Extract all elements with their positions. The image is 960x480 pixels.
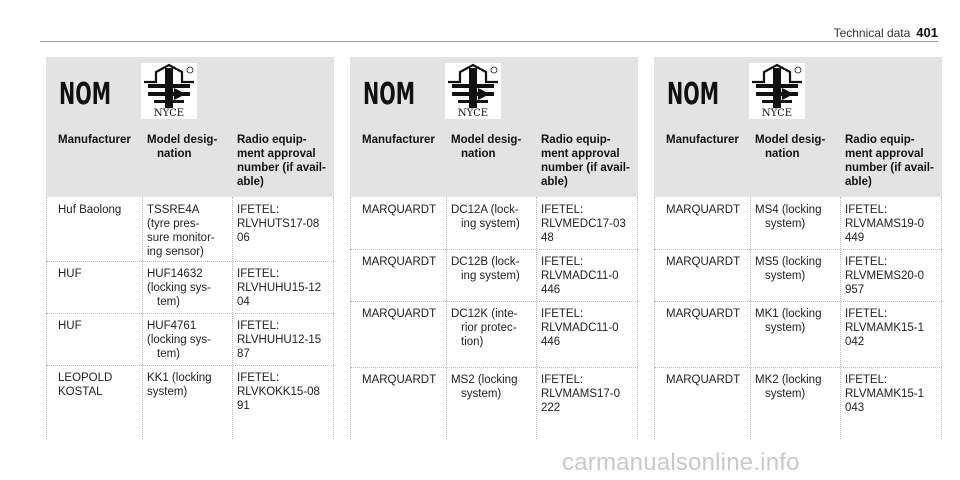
cell-model-designation: MS4 (locking system)	[755, 204, 822, 230]
header-radio-approval: Radio equip- ment approval number (if avail- able)	[845, 134, 934, 188]
approval-table-column	[654, 57, 942, 439]
cell-radio-approval: IFETEL: RLVMAMS17-0 222	[541, 374, 621, 414]
cell-radio-approval: IFETEL: RLVHUHU15-12 04	[237, 268, 322, 308]
header-radio-approval: Radio equip- ment approval number (if avail- able)	[237, 134, 326, 188]
cell-model-designation: DC12A (lock- ing system)	[451, 204, 520, 230]
row-separator	[350, 249, 638, 250]
cell-radio-approval: IFETEL: RLVMADC11-0 446	[541, 256, 619, 296]
svg-text:NOM: NOM	[59, 77, 111, 112]
cell-radio-approval: IFETEL: RLVMEDC17-03 48	[541, 204, 626, 244]
header-text	[834, 26, 938, 40]
certification-logos	[58, 65, 198, 117]
column-divider	[536, 197, 537, 439]
table-header-area	[46, 57, 334, 197]
nom-logo-icon	[58, 70, 112, 112]
nom-logo-icon	[362, 70, 416, 112]
page-header	[40, 26, 938, 42]
header-model-designation: Model desig- nation	[147, 134, 218, 160]
cell-manufacturer: MARQUARDT	[362, 308, 437, 320]
column-divider	[46, 197, 47, 439]
cell-radio-approval: IFETEL: RLVHUHU12-15 87	[237, 320, 322, 360]
page-number: 401	[916, 25, 938, 40]
cell-model-designation: MK1 (locking system)	[755, 308, 822, 334]
cell-manufacturer: MARQUARDT	[362, 256, 437, 268]
cell-model-designation: KK1 (locking system)	[147, 372, 212, 398]
column-divider	[142, 197, 143, 439]
svg-text:NOM: NOM	[667, 77, 719, 112]
cell-model-designation: TSSRE4A (tyre pres- sure monitor- ing sensor)	[147, 204, 215, 258]
cell-manufacturer: MARQUARDT	[666, 308, 741, 320]
row-separator	[46, 261, 334, 262]
cell-radio-approval: IFETEL: RLVMEMS20-0 957	[845, 256, 925, 296]
cell-radio-approval: IFETEL: RLVMADC11-0 446	[541, 308, 619, 348]
header-manufacturer: Manufacturer	[362, 134, 435, 146]
approval-table-column	[46, 57, 334, 439]
row-separator	[654, 249, 942, 250]
column-divider	[232, 197, 233, 439]
cell-radio-approval: IFETEL: RLVHUTS17-08 06	[237, 204, 320, 244]
cell-model-designation: MK2 (locking system)	[755, 374, 822, 400]
column-divider	[333, 197, 334, 439]
column-divider	[350, 197, 351, 439]
header-manufacturer: Manufacturer	[58, 134, 131, 146]
row-separator	[654, 367, 942, 368]
cell-model-designation: HUF4761 (locking sys- tem)	[147, 320, 211, 360]
section-name: Technical data	[833, 26, 911, 40]
header-model-designation: Model desig- nation	[755, 134, 826, 160]
svg-text:NYCE: NYCE	[153, 108, 185, 119]
cell-radio-approval: IFETEL: RLVKOKK15-08 91	[237, 372, 320, 412]
column-divider	[750, 197, 751, 439]
nom-logo-icon	[666, 70, 720, 112]
row-separator	[46, 313, 334, 314]
column-divider	[941, 197, 942, 439]
certification-logos	[666, 65, 806, 117]
cell-radio-approval: IFETEL: RLVMAMS19-0 449	[845, 204, 925, 244]
cell-manufacturer: MARQUARDT	[362, 204, 437, 216]
cell-manufacturer: MARQUARDT	[666, 256, 741, 268]
header-radio-approval: Radio equip- ment approval number (if avail- able)	[541, 134, 630, 188]
row-separator	[46, 365, 334, 366]
cell-manufacturer: HUF	[58, 320, 82, 332]
cell-manufacturer: MARQUARDT	[362, 374, 437, 386]
cell-model-designation: MS5 (locking system)	[755, 256, 822, 282]
header-model-designation: Model desig- nation	[451, 134, 522, 160]
column-divider	[637, 197, 638, 439]
cell-manufacturer: MARQUARDT	[666, 374, 741, 386]
cell-manufacturer: LEOPOLD KOSTAL	[58, 372, 113, 398]
cell-radio-approval: IFETEL: RLVMAMK15-1 042	[845, 308, 925, 348]
column-divider	[840, 197, 841, 439]
cell-manufacturer: Huf Baolong	[58, 204, 122, 216]
approval-table-column	[350, 57, 638, 439]
header-manufacturer: Manufacturer	[666, 134, 739, 146]
svg-text:NOM: NOM	[363, 77, 415, 112]
nyce-logo-icon	[140, 62, 198, 120]
row-separator	[654, 301, 942, 302]
cell-radio-approval: IFETEL: RLVMAMK15-1 043	[845, 374, 925, 414]
svg-text:NYCE: NYCE	[457, 108, 489, 119]
row-separator	[350, 301, 638, 302]
cell-model-designation: DC12B (lock- ing system)	[451, 256, 520, 282]
row-separator	[350, 367, 638, 368]
cell-manufacturer: MARQUARDT	[666, 204, 741, 216]
svg-text:NYCE: NYCE	[761, 108, 793, 119]
cell-manufacturer: HUF	[58, 268, 82, 280]
table-header-area	[350, 57, 638, 197]
nyce-logo-icon	[748, 62, 806, 120]
column-divider	[446, 197, 447, 439]
cell-model-designation: MS2 (locking system)	[451, 374, 518, 400]
watermark: carmanualsonline.info	[562, 449, 800, 476]
certification-logos	[362, 65, 502, 117]
column-divider	[654, 197, 655, 439]
cell-model-designation: DC12K (inte- rior protec- tion)	[451, 308, 518, 348]
table-header-area	[654, 57, 942, 197]
cell-model-designation: HUF14632 (locking sys- tem)	[147, 268, 211, 308]
nyce-logo-icon	[444, 62, 502, 120]
header-rule	[40, 41, 938, 42]
